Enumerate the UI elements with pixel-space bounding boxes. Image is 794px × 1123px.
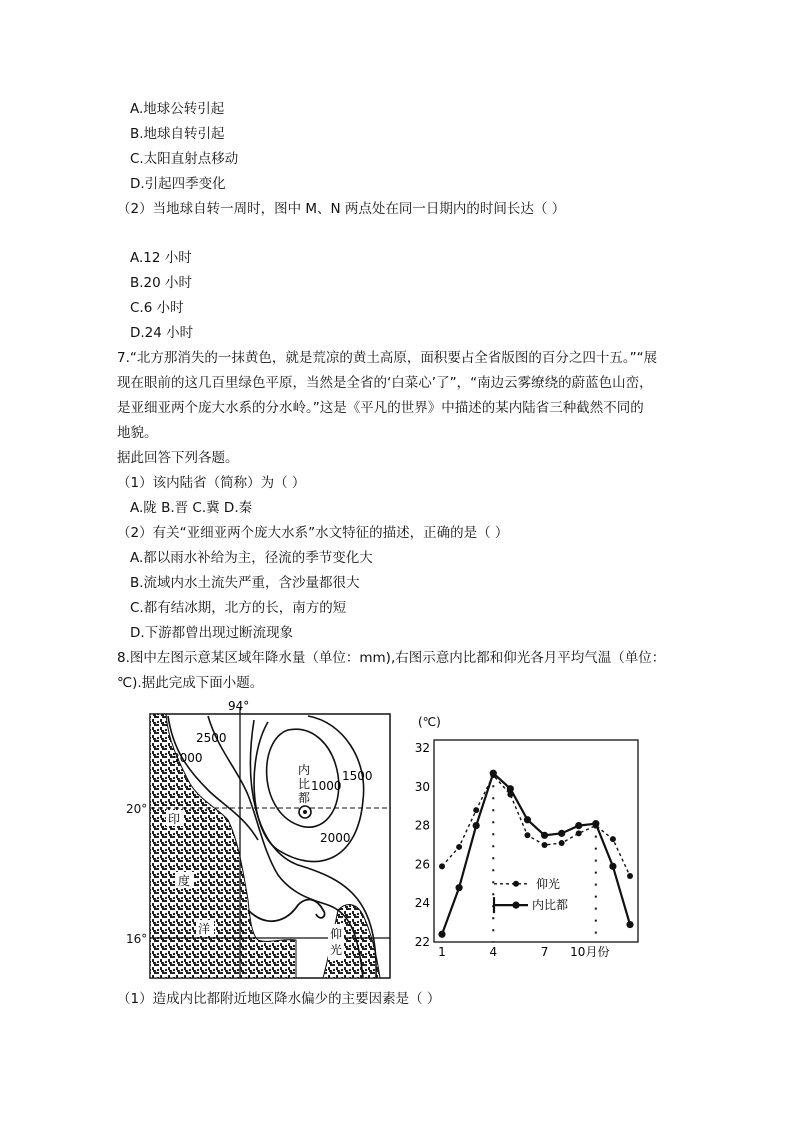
legend-label-naypyidaw: 内比都	[532, 898, 569, 913]
series-point-yangon	[439, 863, 445, 869]
series-point-naypyidaw	[507, 785, 514, 792]
q6-option-b: B.地球自转引起	[130, 126, 225, 142]
series-point-naypyidaw	[592, 820, 599, 827]
q7-stem-line1: 7.“北方那消失的一抹黄色，就是荒凉的黄土高原，面积要占全省版图的百分之四十五。”“展	[117, 350, 658, 366]
q7-1-stem: （1）该内陆省（简称）为（ ）	[117, 475, 306, 491]
series-point-naypyidaw	[558, 830, 565, 837]
series-point-naypyidaw	[609, 863, 616, 870]
legend-marker-naypyidaw	[512, 902, 519, 909]
series-point-yangon	[576, 830, 582, 836]
q7-prompt: 据此回答下列各题。	[117, 450, 239, 466]
series-point-naypyidaw	[490, 770, 497, 777]
y-tick-label: 22	[414, 935, 430, 949]
q6-2-option-d: D.24 小时	[130, 325, 194, 341]
series-point-yangon	[542, 842, 548, 848]
contour-1000: 1000	[311, 779, 342, 793]
naypyidaw-label-3: 都	[298, 791, 311, 805]
y-tick-label: 24	[414, 896, 430, 911]
series-line-yangon	[442, 775, 630, 876]
legend-marker-yangon	[513, 881, 519, 887]
q7-2-option-b: B.流域内水土流失严重，含沙量都很大	[130, 575, 360, 591]
ocean-label-2: 度	[178, 874, 191, 888]
series-point-naypyidaw	[575, 822, 582, 829]
q6-option-c: C.太阳直射点移动	[130, 151, 239, 167]
q7-2-stem: （2）有关“亚细亚两个庞大水系”水文特征的描述，正确的是（ ）	[117, 525, 509, 541]
series-point-naypyidaw	[541, 832, 548, 839]
naypyidaw-label-1: 内	[298, 763, 311, 777]
x-tick-label: 10月份	[570, 945, 610, 959]
q7-stem-line4: 地貌。	[117, 425, 158, 441]
series-point-yangon	[524, 832, 530, 838]
x-tick-label: 7	[540, 945, 549, 959]
y-tick-label: 30	[414, 779, 430, 794]
ocean-label-1: 印	[168, 812, 181, 826]
q6-2-option-b: B.20 小时	[130, 275, 193, 291]
q6-2-option-c: C.6 小时	[130, 300, 184, 316]
y-tick-label: 32	[414, 741, 430, 755]
q8-1-stem: （1）造成内比都附近地区降水偏少的主要因素是（ ）	[117, 991, 441, 1007]
series-point-naypyidaw	[438, 931, 445, 938]
contour-2500: 2500	[196, 731, 227, 745]
yangon-label-2: 光	[330, 943, 343, 957]
series-point-yangon	[456, 844, 462, 850]
q8-stem-line1: 8.图中左图示意某区域年降水量（单位：mm),右图示意内比都和仰光各月平均气温（单位：	[117, 650, 666, 666]
q6-2-stem: （2）当地球自转一周时，图中 M、N 两点处在同一日期内的时间长达（ ）	[117, 201, 566, 217]
series-point-naypyidaw	[524, 816, 531, 823]
contour-2000: 2000	[320, 831, 351, 845]
temperature-chart	[410, 712, 650, 970]
series-point-naypyidaw	[455, 884, 462, 891]
series-point-yangon	[610, 836, 616, 842]
series-point-yangon	[627, 873, 633, 879]
chart-unit-label: (℃)	[418, 715, 441, 729]
series-point-yangon	[559, 840, 565, 846]
contour-3000: 3000	[172, 751, 203, 765]
series-point-naypyidaw	[626, 921, 633, 928]
q7-1-options: A.陇 B.晋 C.冀 D.秦	[130, 500, 253, 516]
q7-stem-line2: 现在眼前的这几百里绿色平原，当然是全省的‘白菜心’了”，“南边云雾缭绕的蔚蓝色山峦，	[117, 375, 653, 391]
q7-2-option-a: A.都以雨水补给为主，径流的季节变化大	[130, 550, 373, 566]
q6-option-a: A.地球公转引起	[130, 101, 225, 117]
yangon-label-1: 仰	[330, 927, 343, 941]
legend-label-yangon: 仰光	[536, 876, 561, 891]
q7-2-option-d: D.下游都曾出现过断流现象	[130, 625, 294, 641]
x-tick-label: 4	[489, 945, 498, 959]
q7-2-option-c: C.都有结冰期，北方的长，南方的短	[130, 600, 347, 616]
naypyidaw-label-2: 比	[298, 777, 311, 791]
contour-1500: 1500	[342, 769, 373, 783]
longitude-label: 94°	[228, 700, 250, 713]
q6-2-option-a: A.12 小时	[130, 250, 192, 266]
q6-option-d: D.引起四季变化	[130, 176, 226, 192]
q8-stem-line2: ℃).据此完成下面小题。	[117, 675, 264, 691]
series-point-yangon	[473, 807, 479, 813]
q7-stem-line3: 是亚细亚两个庞大水系的分水岭。”这是《平凡的世界》中描述的某内陆省三种截然不同的	[117, 400, 644, 416]
y-tick-label: 28	[414, 818, 430, 833]
lat-16-label: 16°	[126, 932, 148, 946]
series-point-naypyidaw	[473, 822, 480, 829]
x-tick-label: 1	[438, 945, 446, 959]
ocean-label-3: 洋	[198, 922, 211, 936]
y-tick-label: 26	[414, 857, 430, 872]
precipitation-map	[148, 700, 398, 982]
lat-20-label: 20°	[126, 802, 148, 816]
